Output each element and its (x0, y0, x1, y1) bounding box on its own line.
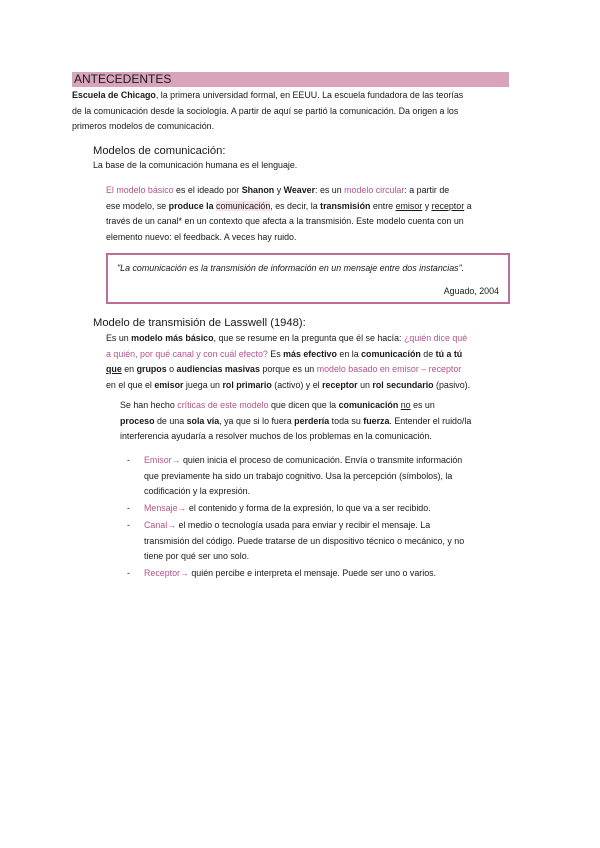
quote-author: Aguado, 2004 (443, 286, 499, 296)
term-transmision: transmisión (320, 200, 371, 211)
text: Se han hecho (120, 400, 178, 410)
term-weaver: Weaver (283, 185, 316, 195)
list-item-mensaje (144, 501, 509, 517)
bullet-marker: - (127, 455, 130, 465)
term-produce-la: produce la (168, 200, 214, 211)
text: y (422, 200, 432, 211)
models-base (93, 158, 509, 174)
text: y (274, 185, 284, 195)
term-rol-primario: rol primario (222, 379, 272, 390)
term-fuerza: fuerza (363, 415, 390, 426)
text: : a partir de (404, 185, 450, 195)
term-sola-via: sola vía (186, 415, 220, 426)
term-comunicacion: comunicación (216, 200, 271, 211)
text: Es (267, 348, 284, 359)
term-receptor: receptor (322, 379, 358, 390)
text: Es un (106, 333, 132, 343)
term-modelo-mas-basico: modelo más básico (131, 333, 214, 343)
text: a (464, 200, 472, 211)
term-modelo-basado: modelo basado en emisor – receptor (316, 364, 462, 374)
term-receptor: Receptor→ (144, 568, 189, 578)
text: que previamente ha sido un trabajo cognitivo. Usa la percepción (símbolos), la (144, 470, 453, 481)
term-no: no (400, 400, 411, 410)
list-item-receptor (144, 566, 509, 582)
criticism-line-3: interferencia ayudaría a resolver muchos de los problemas en la comunicación. (120, 431, 432, 441)
text: , ya que si lo fuera (219, 415, 295, 426)
term-tu-a-tu: tú a tú (435, 348, 463, 359)
term-perderia: perdería (294, 415, 330, 426)
bullet-marker: - (127, 503, 130, 513)
term-rol-secundario: rol secundario (372, 379, 434, 390)
text: entre (370, 200, 396, 211)
list-item-canal (144, 518, 509, 565)
text: , es decir, la (270, 200, 321, 211)
term-criticas: críticas de este modelo (177, 400, 269, 410)
text: , que se resume en la pregunta que él se hacía: (213, 333, 404, 343)
intro-text-2: de la comunicación desde la sociología. A partir de aquí se partió la comunicación. Da origen a los (72, 105, 459, 116)
question-text: a quién, por qué canal y con cuál efecto? (106, 348, 268, 359)
intro-text-3: primeros modelos de comunicación. (72, 121, 215, 131)
text: es el ideado por (173, 185, 242, 195)
text: codificación y la expresión. (144, 486, 251, 496)
text: ese modelo, se (106, 200, 169, 211)
text: quien inicia el proceso de comunicación. Envía o transmite información (182, 455, 463, 465)
text: que dicen que la (268, 400, 339, 410)
term-grupos: grupos (136, 364, 167, 374)
term-que: que (106, 364, 122, 374)
lasswell-title: Modelo de transmisión de Lasswell (1948): (93, 317, 306, 329)
text: o (166, 364, 177, 374)
term-emisor: emisor (395, 200, 423, 211)
text: un (357, 379, 373, 390)
term-shanon: Shanon (241, 185, 275, 195)
text: . Entender el ruido/la (389, 415, 472, 426)
text: de (420, 348, 436, 359)
term-emisor: Emisor→ (144, 455, 181, 465)
text: transmisión del código. Puede tratarse de un dispositivo técnico o mecánico, y no (144, 535, 465, 546)
text: porque es un (259, 364, 317, 374)
term-audiencias-masivas: audiencias masivas (176, 364, 260, 374)
term-modelo-basico: El modelo básico (106, 185, 174, 195)
model-basic-line-4: elemento nuevo: el feedback. A veces hay ruido. (106, 231, 297, 242)
bullet-marker: - (127, 568, 130, 578)
models-base-text: La base de la comunicación humana es el lenguaje. (93, 160, 298, 170)
term-proceso: proceso (120, 415, 155, 426)
term-receptor: receptor (431, 200, 465, 211)
text: el medio o tecnología usada para enviar y recibir el mensaje. La (178, 520, 431, 530)
text: en la (336, 348, 362, 359)
intro-paragraph (72, 88, 509, 135)
text: (activo) y el (271, 379, 323, 390)
term-modelo-circular: modelo circular (344, 185, 405, 195)
quote-text: "La comunicación es la transmisión de información en un mensaje entre dos instancias". (117, 263, 465, 273)
intro-bold: Escuela de Chicago (72, 90, 156, 100)
quote-box (106, 253, 510, 304)
lasswell-paragraph (106, 331, 509, 393)
text: el contenido y forma de la expresión, lo que va a ser recibido. (188, 503, 431, 513)
criticism-paragraph (120, 398, 509, 445)
text: juega un (183, 379, 223, 390)
text: (pasivo). (433, 379, 471, 390)
section-heading: ANTECEDENTES (72, 72, 509, 87)
text: de una (154, 415, 187, 426)
intro-text-1: , la primera universidad formal, en EEUU. La escuela fundadora de las teorías (155, 90, 464, 100)
text: en (121, 364, 137, 374)
term-mensaje: Mensaje→ (144, 503, 187, 513)
term-mas-efectivo: más efectivo (283, 348, 337, 359)
bullet-marker: - (127, 520, 130, 530)
text: toda su (329, 415, 364, 426)
text: tiene por qué ser uno solo. (144, 551, 250, 561)
term-emisor: emisor (154, 379, 184, 390)
text: quién percibe e interpreta el mensaje. Puede ser uno o varios. (191, 568, 437, 578)
text: es un (410, 400, 435, 410)
models-title: Modelos de comunicación: (93, 145, 226, 157)
term-canal: Canal→ (144, 520, 177, 530)
text: : es un (315, 185, 345, 195)
term-comunicacion: comunicación (361, 348, 421, 359)
list-item-emisor (144, 453, 509, 500)
model-basic-line-3: través de un canal* en un contexto que afecta a la transmisión. Este modelo cuenta con un (106, 216, 464, 226)
text: en el que el (106, 379, 155, 390)
term-comunicacion: comunicación (338, 400, 399, 410)
question-text: ¿quién dice qué (404, 333, 468, 343)
model-basic-paragraph (106, 183, 509, 245)
